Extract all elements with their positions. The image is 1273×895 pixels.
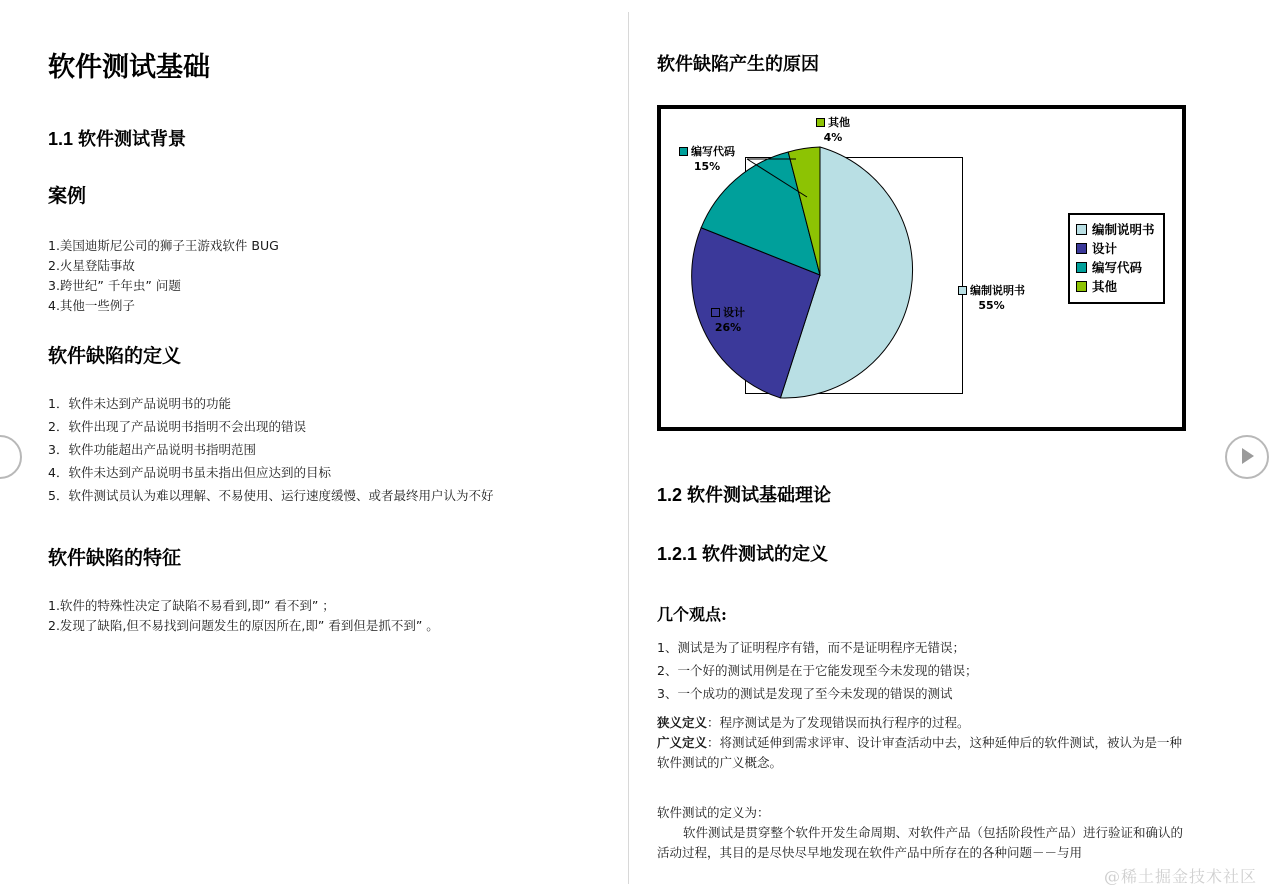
list-item: 1．软件未达到产品说明书的功能 (48, 396, 231, 411)
left-column (48, 0, 618, 895)
list-item: 4．软件未达到产品说明书虽未指出但应达到的目标 (48, 465, 331, 480)
pie-label-swatch-bianxiedaima (679, 147, 688, 156)
heading-defect-definition: 软件缺陷的定义 (48, 345, 182, 367)
heading-section-1-2-1: 1.2.1 软件测试的定义 (657, 544, 829, 564)
list-item: 3.跨世纪” 千年虫” 问题 (48, 278, 181, 293)
pie-label-swatch-qita (816, 118, 825, 127)
pie-label-value-bianzhishuomingshu: 55% (978, 299, 1005, 312)
list-item: 4.其他一些例子 (48, 298, 135, 313)
list-item: 3．软件功能超出产品说明书指明范围 (48, 442, 256, 457)
watermark: @稀土掘金技术社区 (1103, 867, 1257, 886)
broad-definition (657, 733, 1192, 773)
pie-label-value-sheji: 26% (714, 321, 742, 334)
heading-viewpoints: 几个观点: (657, 605, 727, 624)
list-item: 5．软件测试员认为难以理解、不易使用、运行速度缓慢、或者最终用户认为不好 (48, 488, 494, 503)
legend-swatch-sheji (1076, 243, 1087, 254)
chevron-left-circle-icon[interactable] (0, 435, 22, 479)
definition-paragraph (657, 803, 1192, 863)
legend-swatch-bianxiedaima (1076, 262, 1087, 273)
heading-chart: 软件缺陷产生的原因 (657, 54, 819, 75)
defect-definition-list (48, 392, 493, 507)
legend-label: 其他 (1092, 279, 1118, 294)
pie-label-sheji (711, 305, 745, 335)
list-item: 2、一个好的测试用例是在于它能发现至今未发现的错误； (657, 663, 978, 678)
legend-label: 编制说明书 (1092, 222, 1155, 237)
pie-label-swatch-bianzhishuomingshu (958, 286, 967, 295)
pie-label-value-qita: 4% (823, 131, 843, 144)
legend-label: 设计 (1092, 241, 1118, 256)
heading-section-1-2: 1.2 软件测试基础理论 (657, 485, 832, 505)
chart-legend (1068, 213, 1165, 304)
pie-label-name-bianzhishuomingshu: 编制说明书 (970, 284, 1025, 297)
column-divider (628, 12, 629, 884)
pie-label-bianxiedaima (679, 144, 735, 174)
list-item: 2.火星登陆事故 (48, 258, 135, 273)
legend-item (1076, 239, 1155, 258)
pie-label-name-qita: 其他 (828, 116, 850, 129)
play-triangle-icon (1242, 448, 1254, 464)
pie-label-name-sheji: 设计 (723, 306, 745, 319)
list-item: 1.美国迪斯尼公司的狮子王游戏软件 BUG (48, 238, 279, 253)
legend-item (1076, 258, 1155, 277)
broad-definition-label: 广义定义 (657, 735, 708, 750)
heading-defect-feature: 软件缺陷的特征 (48, 547, 182, 569)
list-item: 2.发现了缺陷,但不易找到问题发生的原因所在,即” 看到但是抓不到” 。 (48, 618, 439, 633)
definition-intro: 软件测试的定义为： (657, 805, 770, 820)
defect-feature-list (48, 596, 439, 636)
legend-item (1076, 220, 1155, 239)
pie-label-swatch-sheji (711, 308, 720, 317)
pie-label-value-bianxiedaima: 15% (693, 160, 721, 173)
pie-label-name-bianxiedaima: 编写代码 (691, 145, 735, 158)
list-item: 2．软件出现了产品说明书指明不会出现的错误 (48, 419, 306, 434)
definition-body: 软件测试是贯穿整个软件开发生命周期、对软件产品（包括阶段性产品）进行验证和确认的活动过程，其目的是尽快尽早地发现在软件产品中所存在的各种问题－－与用 (657, 825, 1184, 860)
narrow-definition-text: ：程序测试是为了发现错误而执行程序的过程。 (707, 715, 970, 730)
legend-swatch-bianzhishuomingshu (1076, 224, 1087, 235)
chevron-right-circle-icon[interactable] (1225, 435, 1269, 479)
pie-label-qita (816, 115, 850, 145)
list-item: 3、一个成功的测试是发现了至今未发现的错误的测试 (657, 686, 953, 701)
legend-swatch-qita (1076, 281, 1087, 292)
narrow-definition-label: 狭义定义 (657, 715, 708, 730)
pie-chart (657, 105, 1186, 431)
list-item: 1.软件的特殊性决定了缺陷不易看到,即” 看不到” ； (48, 598, 335, 613)
chart-inner (661, 109, 1182, 427)
definitions-block (657, 713, 1192, 773)
narrow-definition (657, 713, 1192, 733)
list-item: 1、测试是为了证明程序有错，而不是证明程序无错误； (657, 640, 965, 655)
heading-case: 案例 (48, 185, 87, 207)
viewpoints-list (657, 636, 977, 705)
legend-label: 编写代码 (1092, 260, 1143, 275)
heading-section-1-1: 1.1 软件测试背景 (48, 129, 187, 149)
legend-item (1076, 277, 1155, 296)
case-list (48, 236, 279, 316)
broad-definition-text: ：将测试延伸到需求评审、设计审查活动中去，这种延伸后的软件测试，被认为是一种软件测试的广义概念。 (657, 735, 1183, 770)
pie-graphic (687, 142, 953, 408)
pie-label-bianzhishuomingshu (958, 283, 1025, 313)
page-title: 软件测试基础 (48, 52, 210, 83)
